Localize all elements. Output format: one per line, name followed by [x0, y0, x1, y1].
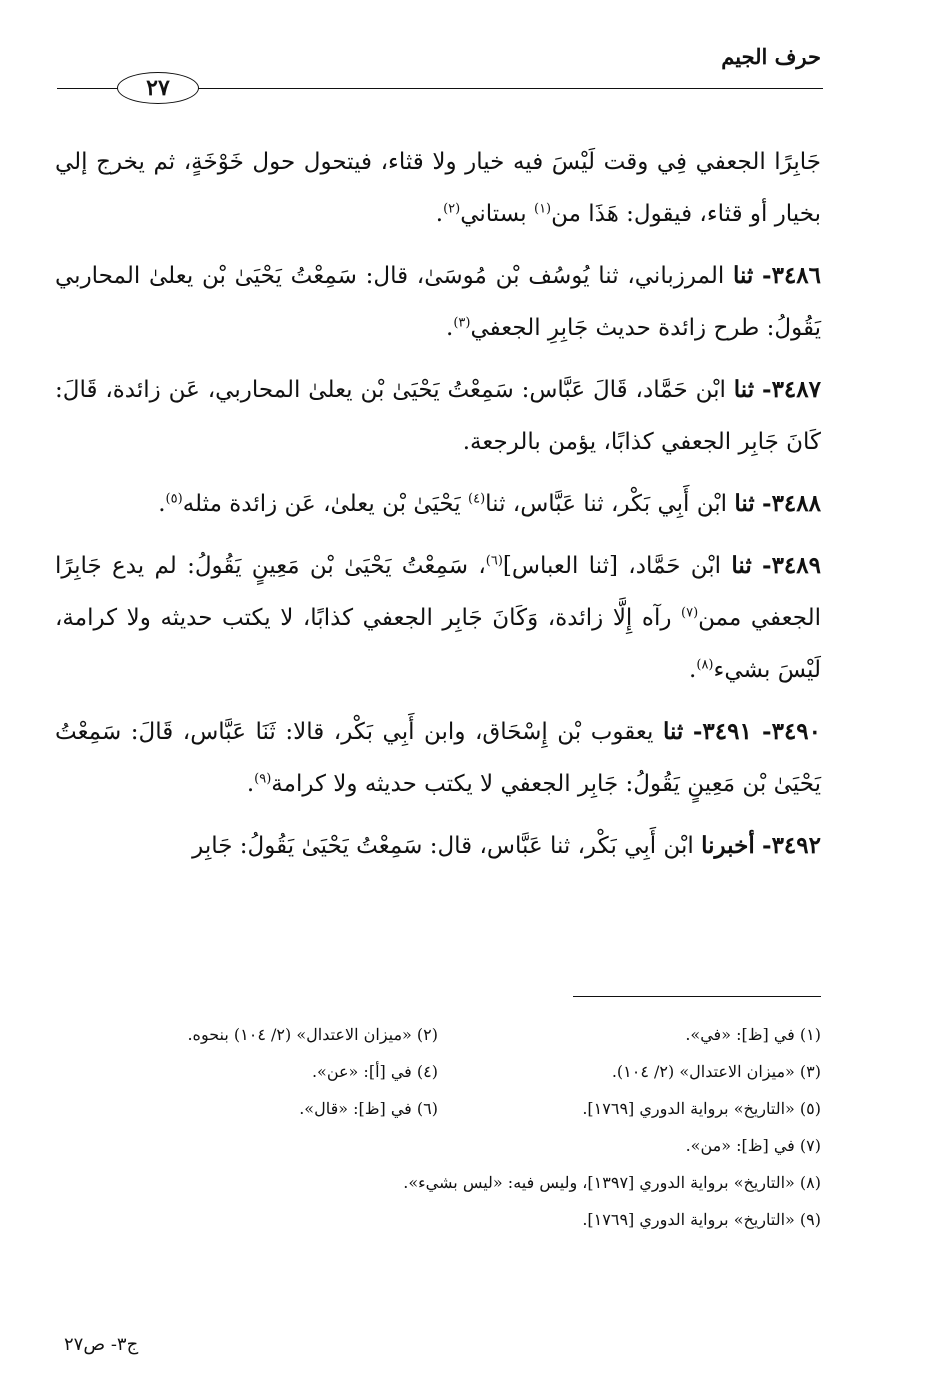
footnote-ref: (١) [533, 201, 552, 217]
entry-3487 [55, 364, 821, 468]
text: ، سَمِعْتُ يَحْيَىٰ بْن مَعِينٍ يَقُولُ: لم يدع جَابِرًا الجعفي ممن [55, 553, 821, 631]
text: . [689, 657, 697, 683]
footnote-3: (٣) «ميزان الاعتدال» (٢/ ١٠٤). [611, 1062, 821, 1081]
text: ابْن حَمَّاد، [ثنا العباس] [502, 553, 722, 579]
footnote-4: (٤) في [أ]: «عن». [311, 1062, 438, 1081]
chapter-title: حرف الجيم [721, 44, 821, 69]
entry-number: ٣٤٩٢- [762, 832, 821, 859]
footnote-2: (٢) «ميزان الاعتدال» (٢/ ١٠٤) بنحوه. [187, 1025, 438, 1044]
footnote-row [55, 1164, 821, 1201]
entry-3486 [55, 250, 821, 354]
text: ابْن أَبِي بَكْر، ثنا عَبَّاس، قال: سَمِعْتُ يَحْيَىٰ يَقُولُ: جَابِر [192, 833, 694, 859]
narration-keyword: أخبرنا [701, 832, 755, 859]
text: ابْن أَبِي بَكْر، ثنا عَبَّاس، ثنا [485, 491, 728, 517]
footnote-ref: (٩) [254, 771, 272, 787]
narration-keyword: ثنا [662, 718, 684, 745]
footnote-7: (٧) في [ظ]: «من». [685, 1136, 821, 1155]
text: . [246, 771, 255, 797]
text: يعقوب بْن إِسْحَاق، وابن أَبِي بَكْر، قالا: ثَنَا عَبَّاس، قَالَ: سَمِعْتُ يَحْيَىٰ بْن مَعِينٍ يَقُولُ: جَابِر الجعفي لا يكتب حديثه ولا كرامة [55, 719, 821, 797]
text: المرزباني، ثنا يُوسُف بْن مُوسَىٰ، قال: سَمِعْتُ يَحْيَىٰ بْن يعلىٰ المحاربي يَقُولُ: طرح زائدة حديث جَابِرِ الجعفي [55, 263, 821, 341]
footnote-row [55, 1016, 821, 1053]
footnote-ref: (٦) [485, 553, 503, 569]
text: . [435, 201, 444, 227]
narration-keyword: ثنا [733, 376, 755, 403]
footnote-ref: (٣) [453, 315, 471, 331]
text: جَابِرًا الجعفي فِي وقت لَيْسَ فيه خيار ولا قثاء، فيتحول حول خَوْخَةٍ، ثم يخرج إلي بخيار أو قثاء، فيقول: هَذَا من [55, 149, 821, 227]
entry-3488 [55, 478, 821, 530]
footnote-5: (٥) «التاريخ» برواية الدوري [١٧٦٩]. [582, 1099, 821, 1118]
footnote-9: (٩) «التاريخ» برواية الدوري [١٧٦٩]. [582, 1210, 821, 1229]
footnote-6: (٦) في [ظ]: «قال». [299, 1099, 438, 1118]
main-text [55, 136, 821, 882]
footnote-ref: (٨) [696, 657, 714, 673]
text: ابْن حَمَّاد، قَالَ عَبَّاس: سَمِعْتُ يَحْيَىٰ بْن يعلىٰ المحاربي، عَن زائدة، قَالَ: كَانَ جَابِر الجعفي كذابًا، يؤمن بالرجعة. [55, 377, 821, 455]
entry-number: ٣٤٨٩- [762, 552, 821, 579]
text: . [446, 315, 454, 341]
paragraph-continued [55, 136, 821, 240]
footnote-row [55, 1201, 821, 1238]
narration-keyword: ثنا [732, 262, 754, 289]
footnote-row [55, 1053, 821, 1090]
footnote-ref: (٢) [443, 201, 461, 217]
footnote-ref: (٥) [165, 491, 183, 507]
footnote-row [55, 1090, 821, 1127]
footnote-row [55, 1127, 821, 1164]
text: رآه إِلَّا زائدة، وَكَانَ جَابِر الجعفي كذابًا، لا يكتب حديثه ولا كرامة، لَيْسَ بشيء [55, 605, 821, 683]
text: بستاني [460, 201, 534, 227]
entry-number: ٣٤٨٦- [762, 262, 822, 289]
entry-number: ٣٤٩٠- ٣٤٩١- [692, 718, 822, 745]
text: يَحْيَىٰ بْن يعلىٰ، عَن زائدة مثله [182, 491, 468, 517]
entry-number: ٣٤٨٧- [762, 376, 821, 403]
entry-3489 [55, 540, 821, 696]
footnotes [55, 1016, 821, 1238]
text: . [158, 491, 166, 517]
page-number-badge: ٢٧ [117, 72, 199, 104]
entry-number: ٣٤٨٨- [762, 490, 821, 517]
entry-3492 [55, 820, 821, 872]
narration-keyword: ثنا [731, 552, 752, 579]
volume-page-ref: ج٣- ص٢٧ [64, 1334, 139, 1355]
footnote-ref: (٤) [468, 491, 486, 507]
footnote-rule [573, 996, 821, 997]
footnote-8: (٨) «التاريخ» برواية الدوري [١٣٩٧]، وليس فيه: «ليس بشيء». [403, 1173, 821, 1192]
entry-3490-3491 [55, 706, 821, 810]
footnote-ref: (٧) [681, 605, 699, 621]
narration-keyword: ثنا [734, 490, 755, 517]
footnote-1: (١) في [ظ]: «في». [685, 1025, 821, 1044]
